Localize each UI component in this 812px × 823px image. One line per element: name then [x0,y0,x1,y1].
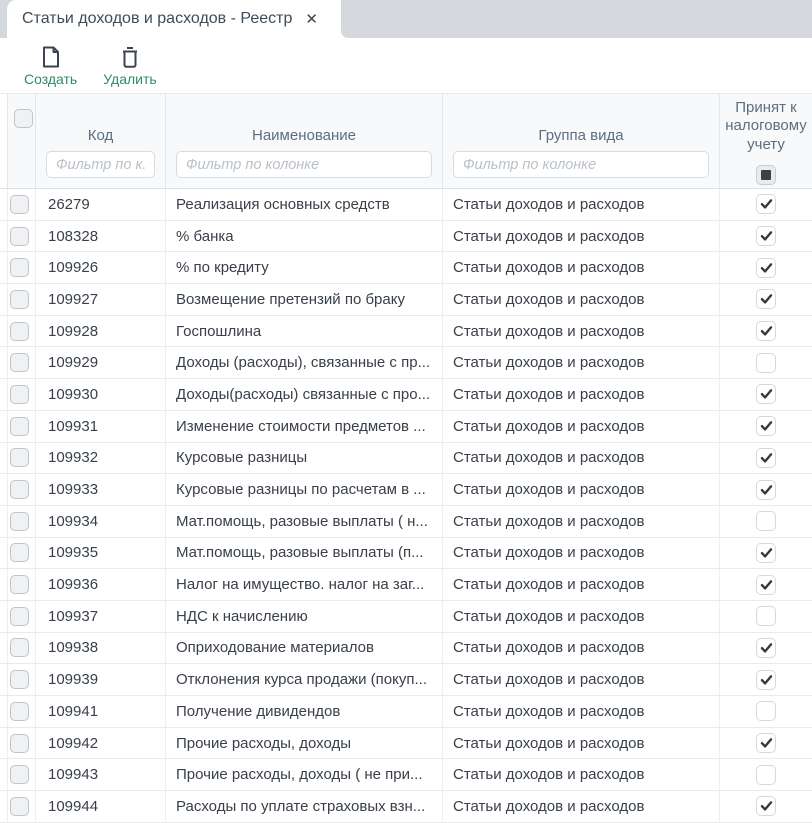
code-cell: 109927 [36,284,166,315]
tax-cell [720,506,812,537]
table-row[interactable] [0,316,812,348]
table-row[interactable] [0,252,812,284]
tax-checkbox[interactable] [756,670,776,690]
row-left-spacer [0,316,8,347]
row-select-checkbox[interactable] [10,448,29,467]
tax-checkbox[interactable] [756,194,776,214]
group-cell: Статьи доходов и расходов [443,221,720,252]
row-select-cell [8,664,36,695]
create-button-label: Создать [24,70,78,87]
new-document-icon [40,45,62,69]
row-select-cell [8,791,36,822]
name-cell: Курсовые разницы по расчетам в ... [166,474,443,505]
table-row[interactable] [0,506,812,538]
table-row[interactable] [0,347,812,379]
code-cell: 109944 [36,791,166,822]
name-cell: % банка [166,221,443,252]
table-row[interactable] [0,664,812,696]
row-left-spacer [0,633,8,664]
tab-bar [0,0,812,38]
tax-cell [720,664,812,695]
tax-checkbox[interactable] [756,321,776,341]
name-cell: Реализация основных средств [166,189,443,220]
row-left-spacer [0,443,8,474]
row-select-checkbox[interactable] [10,607,29,626]
tax-cell [720,474,812,505]
name-cell: Изменение стоимости предметов ... [166,411,443,442]
code-cell: 109931 [36,411,166,442]
row-select-cell [8,633,36,664]
group-cell: Статьи доходов и расходов [443,569,720,600]
table-row[interactable] [0,696,812,728]
code-cell: 109937 [36,601,166,632]
tax-select-all-checkbox[interactable] [756,165,776,185]
code-cell: 26279 [36,189,166,220]
row-left-spacer [0,474,8,505]
group-cell: Статьи доходов и расходов [443,316,720,347]
tax-checkbox[interactable] [756,701,776,721]
table-row[interactable] [0,379,812,411]
row-select-checkbox[interactable] [10,417,29,436]
check-icon [760,737,773,749]
tax-cell [720,696,812,727]
tax-checkbox[interactable] [756,638,776,658]
group-cell: Статьи доходов и расходов [443,633,720,664]
check-icon [760,547,773,559]
row-select-cell [8,443,36,474]
name-cell: Прочие расходы, доходы [166,728,443,759]
row-select-checkbox[interactable] [10,543,29,562]
row-select-cell [8,379,36,410]
check-icon [760,388,773,400]
check-icon [760,293,773,305]
tax-cell [720,728,812,759]
tax-checkbox[interactable] [756,733,776,753]
row-select-checkbox[interactable] [10,797,29,816]
code-cell: 109926 [36,252,166,283]
code-filter-input[interactable] [46,151,155,178]
row-select-cell [8,347,36,378]
table-row[interactable] [0,569,812,601]
code-cell: 109936 [36,569,166,600]
row-left-spacer [0,189,8,220]
row-select-cell [8,284,36,315]
row-select-checkbox[interactable] [10,480,29,499]
row-select-checkbox[interactable] [10,227,29,246]
row-left-spacer [0,601,8,632]
row-select-checkbox[interactable] [10,702,29,721]
name-cell: Возмещение претензий по браку [166,284,443,315]
check-icon [760,325,773,337]
group-cell: Статьи доходов и расходов [443,284,720,315]
name-cell: НДС к начислению [166,601,443,632]
row-left-spacer [0,696,8,727]
row-select-checkbox[interactable] [10,575,29,594]
row-left-spacer [0,664,8,695]
row-left-spacer [0,221,8,252]
tab-registry[interactable] [7,0,334,38]
table-row[interactable] [0,759,812,791]
table-body [0,189,812,823]
tax-checkbox[interactable] [756,765,776,785]
select-all-checkbox[interactable] [14,109,33,128]
tax-cell [720,347,812,378]
row-left-spacer [0,791,8,822]
row-select-cell [8,252,36,283]
row-select-checkbox[interactable] [10,290,29,309]
toolbar [0,38,812,93]
group-cell: Статьи доходов и расходов [443,252,720,283]
column-header-group [443,94,720,188]
tax-checkbox[interactable] [756,511,776,531]
name-cell: Налог на имущество. налог на заг... [166,569,443,600]
row-select-checkbox[interactable] [10,512,29,531]
tax-cell [720,538,812,569]
name-column-label: Наименование [252,127,356,144]
check-icon [760,230,773,242]
group-cell: Статьи доходов и расходов [443,379,720,410]
group-cell: Статьи доходов и расходов [443,474,720,505]
indeterminate-mark-icon [761,170,771,180]
check-icon [760,198,773,210]
table-row[interactable] [0,189,812,221]
row-select-checkbox[interactable] [10,734,29,753]
row-select-checkbox[interactable] [10,670,29,689]
tax-checkbox[interactable] [756,384,776,404]
row-left-spacer [0,506,8,537]
group-cell: Статьи доходов и расходов [443,791,720,822]
name-cell: Получение дивидендов [166,696,443,727]
tax-cell [720,791,812,822]
code-cell: 109942 [36,728,166,759]
header-left-spacer [0,94,8,188]
code-column-label: Код [87,127,114,144]
name-cell: % по кредиту [166,252,443,283]
group-cell: Статьи доходов и расходов [443,506,720,537]
tax-column-label: Принят к налоговому учету [725,99,807,153]
row-left-spacer [0,347,8,378]
row-select-checkbox[interactable] [10,258,29,277]
table-row[interactable] [0,601,812,633]
tax-cell [720,411,812,442]
tax-cell [720,569,812,600]
row-left-spacer [0,379,8,410]
row-left-spacer [0,284,8,315]
tax-cell [720,189,812,220]
code-cell: 109943 [36,759,166,790]
tax-checkbox[interactable] [756,543,776,563]
row-select-checkbox[interactable] [10,638,29,657]
tax-cell [720,221,812,252]
group-cell: Статьи доходов и расходов [443,538,720,569]
row-select-cell [8,411,36,442]
column-header-name [166,94,443,188]
code-cell: 109929 [36,347,166,378]
tax-checkbox[interactable] [756,575,776,595]
check-icon [760,262,773,274]
row-select-cell [8,569,36,600]
group-cell: Статьи доходов и расходов [443,601,720,632]
group-cell: Статьи доходов и расходов [443,664,720,695]
row-left-spacer [0,252,8,283]
code-cell: 109935 [36,538,166,569]
row-select-cell [8,538,36,569]
tax-cell [720,443,812,474]
check-icon [760,452,773,464]
tax-cell [720,316,812,347]
row-select-cell [8,759,36,790]
name-filter-input[interactable] [176,151,432,178]
code-cell: 109930 [36,379,166,410]
row-select-cell [8,474,36,505]
row-select-checkbox[interactable] [10,353,29,372]
tax-cell [720,759,812,790]
tax-checkbox[interactable] [756,289,776,309]
code-cell: 109933 [36,474,166,505]
code-cell: 109941 [36,696,166,727]
tax-checkbox[interactable] [756,353,776,373]
table-row[interactable] [0,728,812,760]
tax-checkbox[interactable] [756,796,776,816]
check-icon [760,484,773,496]
row-select-checkbox[interactable] [10,195,29,214]
row-select-checkbox[interactable] [10,765,29,784]
table-row[interactable] [0,411,812,443]
delete-button-label: Удалить [103,70,157,87]
table-row[interactable] [0,633,812,665]
tax-cell [720,601,812,632]
group-column-label: Группа вида [538,127,624,144]
table-row[interactable] [0,221,812,253]
delete-button[interactable] [103,45,156,87]
name-cell: Доходы (расходы), связанные с пр... [166,347,443,378]
row-left-spacer [0,759,8,790]
row-select-cell [8,189,36,220]
code-cell: 109939 [36,664,166,695]
select-all-cell [8,94,36,188]
tax-cell [720,633,812,664]
check-icon [760,642,773,654]
code-cell: 109934 [36,506,166,537]
row-select-cell [8,728,36,759]
row-left-spacer [0,538,8,569]
table-row[interactable] [0,284,812,316]
name-cell: Госпошлина [166,316,443,347]
name-cell: Доходы(расходы) связанные с про... [166,379,443,410]
tax-checkbox[interactable] [756,258,776,278]
tax-cell [720,379,812,410]
code-cell: 108328 [36,221,166,252]
group-cell: Статьи доходов и расходов [443,759,720,790]
tax-cell [720,252,812,283]
code-cell: 109932 [36,443,166,474]
column-header-code [36,94,166,188]
column-header-tax [720,94,812,188]
group-cell: Статьи доходов и расходов [443,728,720,759]
row-left-spacer [0,411,8,442]
check-icon [760,579,773,591]
tax-checkbox[interactable] [756,416,776,436]
name-cell: Мат.помощь, разовые выплаты (п... [166,538,443,569]
group-cell: Статьи доходов и расходов [443,696,720,727]
row-select-cell [8,506,36,537]
row-select-cell [8,221,36,252]
name-cell: Оприходование материалов [166,633,443,664]
check-icon [760,420,773,432]
create-button[interactable] [24,45,77,87]
table-row[interactable] [0,538,812,570]
group-cell: Статьи доходов и расходов [443,347,720,378]
group-cell: Статьи доходов и расходов [443,411,720,442]
row-select-checkbox[interactable] [10,322,29,341]
group-cell: Статьи доходов и расходов [443,443,720,474]
table-header [0,93,812,189]
group-filter-input[interactable] [453,151,709,178]
tax-checkbox[interactable] [756,606,776,626]
check-icon [760,800,773,812]
name-cell: Отклонения курса продажи (покуп... [166,664,443,695]
close-icon[interactable]: ✕ [305,10,318,28]
name-cell: Мат.помощь, разовые выплаты ( н... [166,506,443,537]
tax-checkbox[interactable] [756,480,776,500]
table-row[interactable] [0,474,812,506]
name-cell: Расходы по уплате страховых взн... [166,791,443,822]
row-select-cell [8,316,36,347]
table-row[interactable] [0,443,812,475]
check-icon [760,674,773,686]
name-cell: Курсовые разницы [166,443,443,474]
tax-checkbox[interactable] [756,448,776,468]
row-left-spacer [0,728,8,759]
code-cell: 109938 [36,633,166,664]
code-cell: 109928 [36,316,166,347]
row-left-spacer [0,569,8,600]
row-select-cell [8,601,36,632]
trash-icon [119,45,141,69]
row-select-cell [8,696,36,727]
tax-cell [720,284,812,315]
tabbar-empty-area [341,0,812,38]
row-select-checkbox[interactable] [10,385,29,404]
tax-checkbox[interactable] [756,226,776,246]
name-cell: Прочие расходы, доходы ( не при... [166,759,443,790]
table-row[interactable] [0,791,812,823]
group-cell: Статьи доходов и расходов [443,189,720,220]
tab-title: Статьи доходов и расходов - Реестр [22,10,293,27]
